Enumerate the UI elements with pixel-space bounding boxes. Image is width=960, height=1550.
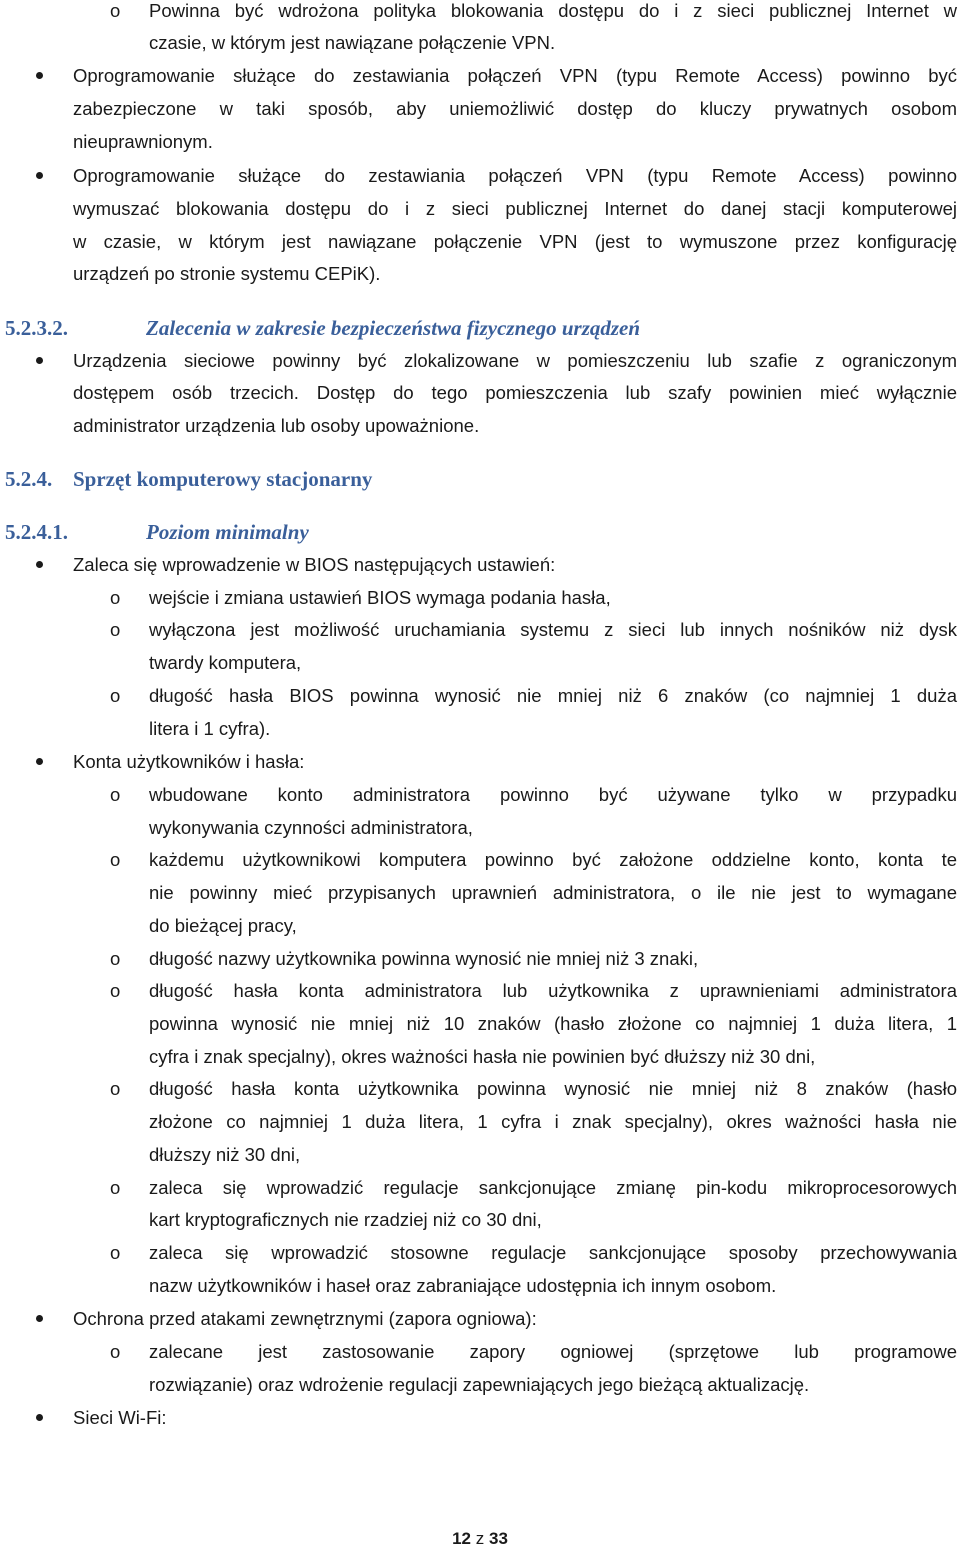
circle-bullet: o xyxy=(110,980,121,1001)
bullet-line: w czasie, w którym jest nawiązane połączenie VPN (jest to wymuszone przez konfigurację xyxy=(73,231,957,252)
bullet-line: zabezpieczone w taki sposób, aby uniemożliwić dostęp do kluczy prywatnych osobom xyxy=(73,98,957,119)
bullet-dot xyxy=(36,1315,43,1322)
section-number: 5.2.4.1. xyxy=(5,520,68,544)
bullet-line: wymuszać blokowania dostępu do i z sieci publicznej Internet do danej stacji komputerowej xyxy=(73,198,957,219)
section-number: 5.2.3.2. xyxy=(5,316,68,340)
circle-bullet: o xyxy=(110,784,121,805)
circle-bullet: o xyxy=(110,1341,121,1362)
sub-item-line: do bieżącej pracy, xyxy=(149,915,297,936)
bullet-line: nieuprawnionym. xyxy=(73,131,213,152)
sub-item-line: Powinna być wdrożona polityka blokowania dostępu do i z sieci publicznej Internet w xyxy=(149,0,957,21)
sub-item-line: rozwiązanie) oraz wdrożenie regulacji zapewniających jego bieżącą aktualizację. xyxy=(149,1374,810,1395)
sub-item-line: wykonywania czynności administratora, xyxy=(149,817,473,838)
bullet-dot xyxy=(36,72,43,79)
circle-bullet: o xyxy=(110,849,121,870)
bullet-line: Sieci Wi-Fi: xyxy=(73,1407,167,1428)
sub-item-line: dłuższy niż 30 dni, xyxy=(149,1144,301,1165)
sub-item-line: twardy komputera, xyxy=(149,652,302,673)
circle-bullet: o xyxy=(110,685,121,706)
sub-item-line: cyfra i znak specjalny), okres ważności hasła nie powinien być dłuższy niż 30 dni, xyxy=(149,1046,816,1067)
sub-item-line: długość hasła konta administratora lub użytkownika z uprawnieniami administratora xyxy=(149,980,957,1001)
bullet-line: urządzeń po stronie systemu CEPiK). xyxy=(73,263,381,284)
bullet-line: Oprogramowanie służące do zestawiania połączeń VPN (typu Remote Access) powinno być xyxy=(73,65,957,86)
circle-bullet: o xyxy=(110,1078,121,1099)
bullet-line: administrator urządzenia lub osoby upoważnione. xyxy=(73,415,480,436)
circle-bullet: o xyxy=(110,1177,121,1198)
bullet-line: Konta użytkowników i hasła: xyxy=(73,751,305,772)
sub-item-line: kart kryptograficznych nie rzadziej niż co 30 dni, xyxy=(149,1209,542,1230)
bullet-line: Zaleca się wprowadzenie w BIOS następujących ustawień: xyxy=(73,554,556,575)
sub-item-line: nazw użytkowników i haseł oraz zabraniające udostępnia ich innym osobom. xyxy=(149,1275,777,1296)
section-title: Poziom minimalny xyxy=(146,520,309,544)
circle-bullet: o xyxy=(110,619,121,640)
bullet-dot xyxy=(36,172,43,179)
circle-bullet: o xyxy=(110,1242,121,1263)
sub-item-line: każdemu użytkownikowi komputera powinno być założone oddzielne konto, konta te xyxy=(149,849,957,870)
section-heading-5-2-3-2 xyxy=(5,316,640,340)
page-footer xyxy=(0,1528,960,1550)
bullet-line: dostępem osób trzecich. Dostęp do tego pomieszczenia lub szafy powinien mieć wyłącznie xyxy=(73,382,957,403)
sub-item-line: długość nazwy użytkownika powinna wynosić nie mniej niż 3 znaki, xyxy=(149,948,699,969)
bullet-dot xyxy=(36,1414,43,1421)
bullet-dot xyxy=(36,758,43,765)
sub-item-line: złożone co najmniej 1 duża litera, 1 cyfra i znak specjalny), okres ważności hasła nie xyxy=(149,1111,957,1132)
section-heading-5-2-4-1 xyxy=(5,520,309,544)
page-separator: z xyxy=(475,1529,485,1548)
circle-bullet: o xyxy=(110,0,121,21)
sub-item-line: czasie, w którym jest nawiązane połączenie VPN. xyxy=(149,32,556,53)
bullet-dot xyxy=(36,357,43,364)
page-number: 12 xyxy=(452,1529,472,1548)
section-title: Sprzęt komputerowy stacjonarny xyxy=(73,467,373,491)
sub-item-line: wejście i zmiana ustawień BIOS wymaga podania hasła, xyxy=(149,587,611,608)
page-total: 33 xyxy=(488,1529,508,1548)
sub-item-line: wbudowane konto administratora powinno być używane tylko w przypadku xyxy=(149,784,957,805)
section-heading-5-2-4 xyxy=(5,467,372,491)
bullet-dot xyxy=(36,561,43,568)
circle-bullet: o xyxy=(110,948,121,969)
bullet-line: Oprogramowanie służące do zestawiania połączeń VPN (typu Remote Access) powinno xyxy=(73,165,957,186)
sub-item-line: długość hasła konta użytkownika powinna wynosić nie mniej niż 8 znaków (hasło xyxy=(149,1078,957,1099)
sub-item-line: zaleca się wprowadzić regulacje sankcjonujące zmianę pin-kodu mikroprocesorowych xyxy=(149,1177,957,1198)
section-title: Zalecenia w zakresie bezpieczeństwa fizycznego urządzeń xyxy=(146,316,641,340)
sub-item-line: długość hasła BIOS powinna wynosić nie mniej niż 6 znaków (co najmniej 1 duża xyxy=(149,685,957,706)
sub-item-line: zaleca się wprowadzić stosowne regulacje sankcjonujące sposoby przechowywania xyxy=(149,1242,957,1263)
sub-item-line: wyłączona jest możliwość uruchamiania systemu z sieci lub innych nośników niż dysk xyxy=(149,619,957,640)
section-number: 5.2.4. xyxy=(5,467,53,491)
bullet-line: Urządzenia sieciowe powinny być zlokalizowane w pomieszczeniu lub szafie z ograniczonym xyxy=(73,350,957,371)
sub-item-line: litera i 1 cyfra). xyxy=(149,718,271,739)
circle-bullet: o xyxy=(110,587,121,608)
sub-item-line: zalecane jest zastosowanie zapory ogniowej (sprzętowe lub programowe xyxy=(149,1341,957,1362)
sub-item-line: nie powinny mieć przypisanych uprawnień administratora, o ile nie jest to wymagane xyxy=(149,882,957,903)
bullet-line: Ochrona przed atakami zewnętrznymi (zapora ogniowa): xyxy=(73,1308,537,1329)
sub-item-line: powinna wynosić nie mniej niż 10 znaków (hasło złożone co najmniej 1 duża litera, 1 xyxy=(149,1013,957,1034)
